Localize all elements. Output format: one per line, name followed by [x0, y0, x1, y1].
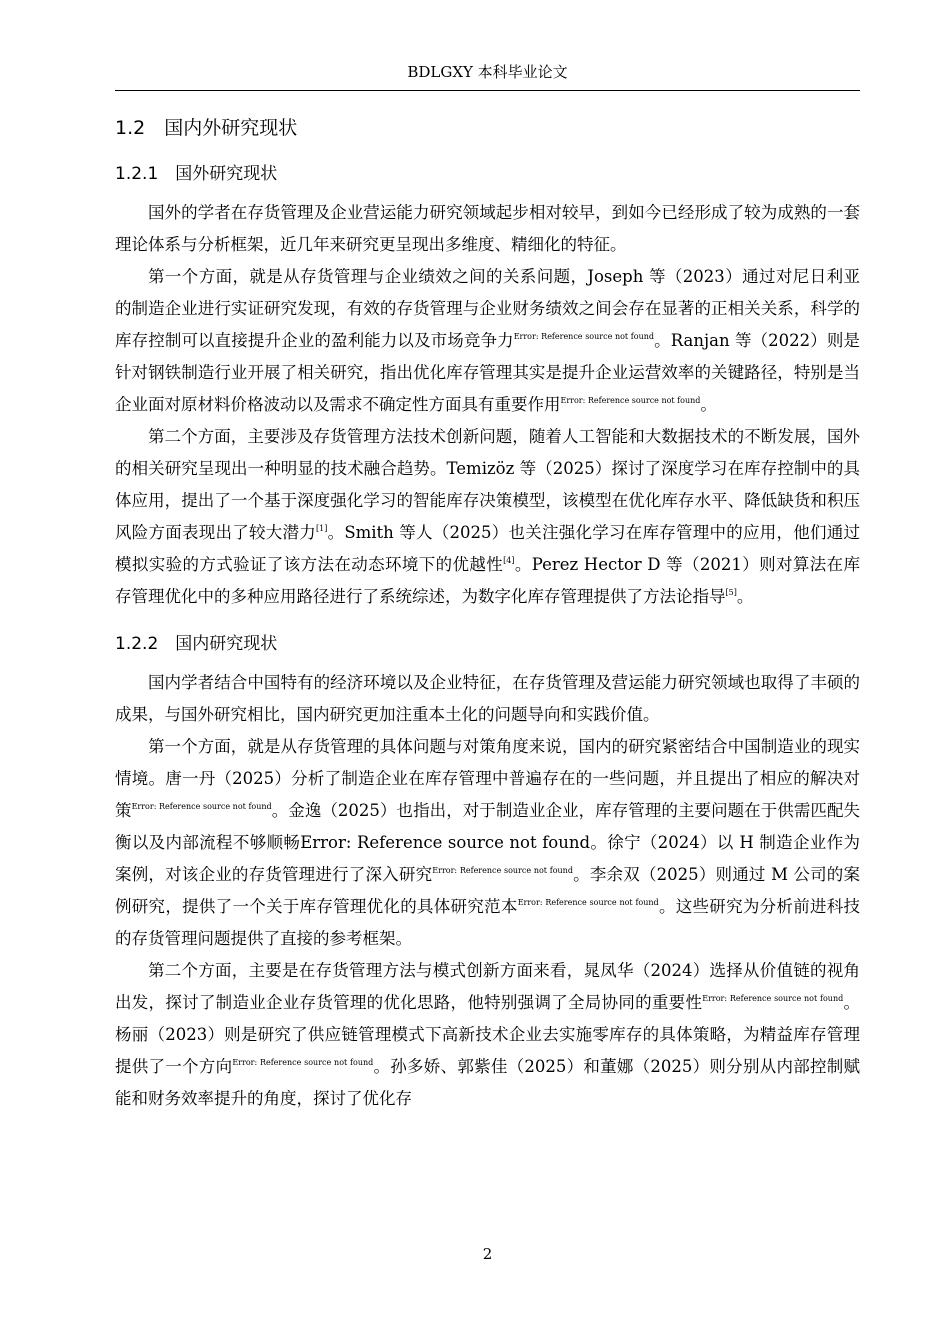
- text-run: 。: [700, 395, 717, 414]
- subsection-heading-domestic: 1.2.2 国内研究现状: [115, 634, 278, 654]
- text-run: 。杨丽（2023）则是研究了供应链管理模式下高新技术企业去实施零库存的具体策略，为精益库存管理提供了一个方向: [115, 993, 861, 1076]
- text-run: 。Ranjan 等（2022）则是针对钢铁制造行业开展了相关研究，指出优化库存管理其实是提升企业运营效率的关键路径，特别是当企业面对原材料价格波动以及需求不确定性方面具有重要作用: [115, 331, 860, 414]
- section-heading: 1.2 国内外研究现状: [115, 117, 298, 139]
- text-run: 第一个方面，就是从存货管理的具体问题与对策角度来说，国内的研究紧密结合中国制造业的现实情境。唐一丹（2025）分析了制造企业在库存管理中普遍存在的一些问题，并且提出了相应的解决对策: [115, 737, 860, 820]
- paragraph-domestic-intro: 国内学者结合中国特有的经济环境以及企业特征，在存货管理及营运能力研究领域也取得了丰硕的成果，与国外研究相比，国内研究更加注重本土化的问题导向和实践价值。: [115, 673, 860, 724]
- text-run: 第二个方面，主要涉及存货管理方法技术创新问题，随着人工智能和大数据技术的不断发展，国外的相关研究呈现出一种明显的技术融合趋势。Temizöz 等（2025）探讨了深度学习在库存控制中的具体应用，提出了一个基于深度强化学习的智能库存决策模型，该模型在优化库存水平、降低缺货和积压风险方面表现出了较大潜力: [115, 427, 860, 542]
- citation: [5]: [725, 588, 737, 597]
- text-run: 。李余双（2025）则通过 M 公司的案例研究，提供了一个关于库存管理优化的具体研究范本: [115, 865, 861, 916]
- header-rule: [115, 90, 860, 91]
- text-run: 第一个方面，就是从存货管理与企业绩效之间的关系问题，Joseph 等（2023）通过对尼日利亚的制造企业进行实证研究发现，有效的存货管理与企业财务绩效之间会存在显著的正相关关系，科学的库存控制可以直接提升企业的盈利能力以及市场竞争力: [115, 267, 860, 350]
- paragraph-foreign-intro: 国外的学者在存货管理及企业营运能力研究领域起步相对较早，到如今已经形成了较为成熟的一套理论体系与分析框架，近几年来研究更呈现出多维度、精细化的特征。: [115, 203, 860, 254]
- paragraph-foreign-technology: [115, 421, 860, 613]
- page-body: [115, 114, 860, 1115]
- citation-error: Error: Reference source not found: [432, 866, 573, 875]
- paragraph-domestic-methods: [115, 955, 860, 1115]
- text-run: 。: [736, 587, 754, 606]
- citation-error: Error: Reference source not found: [232, 1058, 374, 1067]
- text-run: 。Smith 等人（2025）也关注强化学习在库存管理中的应用，他们通过模拟实验的方式验证了该方法在动态环境下的优越性: [115, 523, 860, 574]
- paragraph-domestic-problems: [115, 731, 860, 955]
- subsection-heading-foreign: 1.2.1 国外研究现状: [115, 164, 278, 184]
- text-run: 。孙多娇、郭紫佳（2025）和董娜（2025）则分别从内部控制赋能和财务效率提升的角度，探讨了优化存: [115, 1057, 861, 1108]
- citation-error: Error: Reference source not found: [131, 802, 272, 811]
- text-run: 。金逸（2025）也指出，对于制造业企业，库存管理的主要问题在于供需匹配失衡以及内部流程不够顺畅Error: Reference source not found。徐宁（2024）以 H 制造企业作为案例，对该企业的存货管理进行了深入研究: [115, 801, 861, 884]
- citation-error: Error: Reference source not found: [702, 994, 844, 1003]
- citation: [4]: [503, 556, 515, 565]
- paragraph-foreign-performance: [115, 261, 860, 421]
- citation-error: Error: Reference source not found: [513, 332, 655, 341]
- citation-error: Error: Reference source not found: [517, 898, 659, 907]
- text-run: 。这些研究为分析前进科技的存货管理问题提供了直接的参考框架。: [115, 897, 861, 948]
- citation-error: Error: Reference source not found: [560, 396, 701, 405]
- citation: [1]: [315, 524, 328, 533]
- text-run: 。Perez Hector D 等（2021）则对算法在库存管理优化中的多种应用路径进行了系统综述，为数字化库存管理提供了方法论指导: [115, 555, 860, 606]
- text-run: 第二个方面，主要是在存货管理方法与模式创新方面来看，晁凤华（2024）选择从价值链的视角出发，探讨了制造业企业存货管理的优化思路，他特别强调了全局协同的重要性: [115, 961, 860, 1012]
- page-number: 2: [482, 1245, 493, 1263]
- running-header: BDLGXY 本科毕业论文: [407, 63, 568, 81]
